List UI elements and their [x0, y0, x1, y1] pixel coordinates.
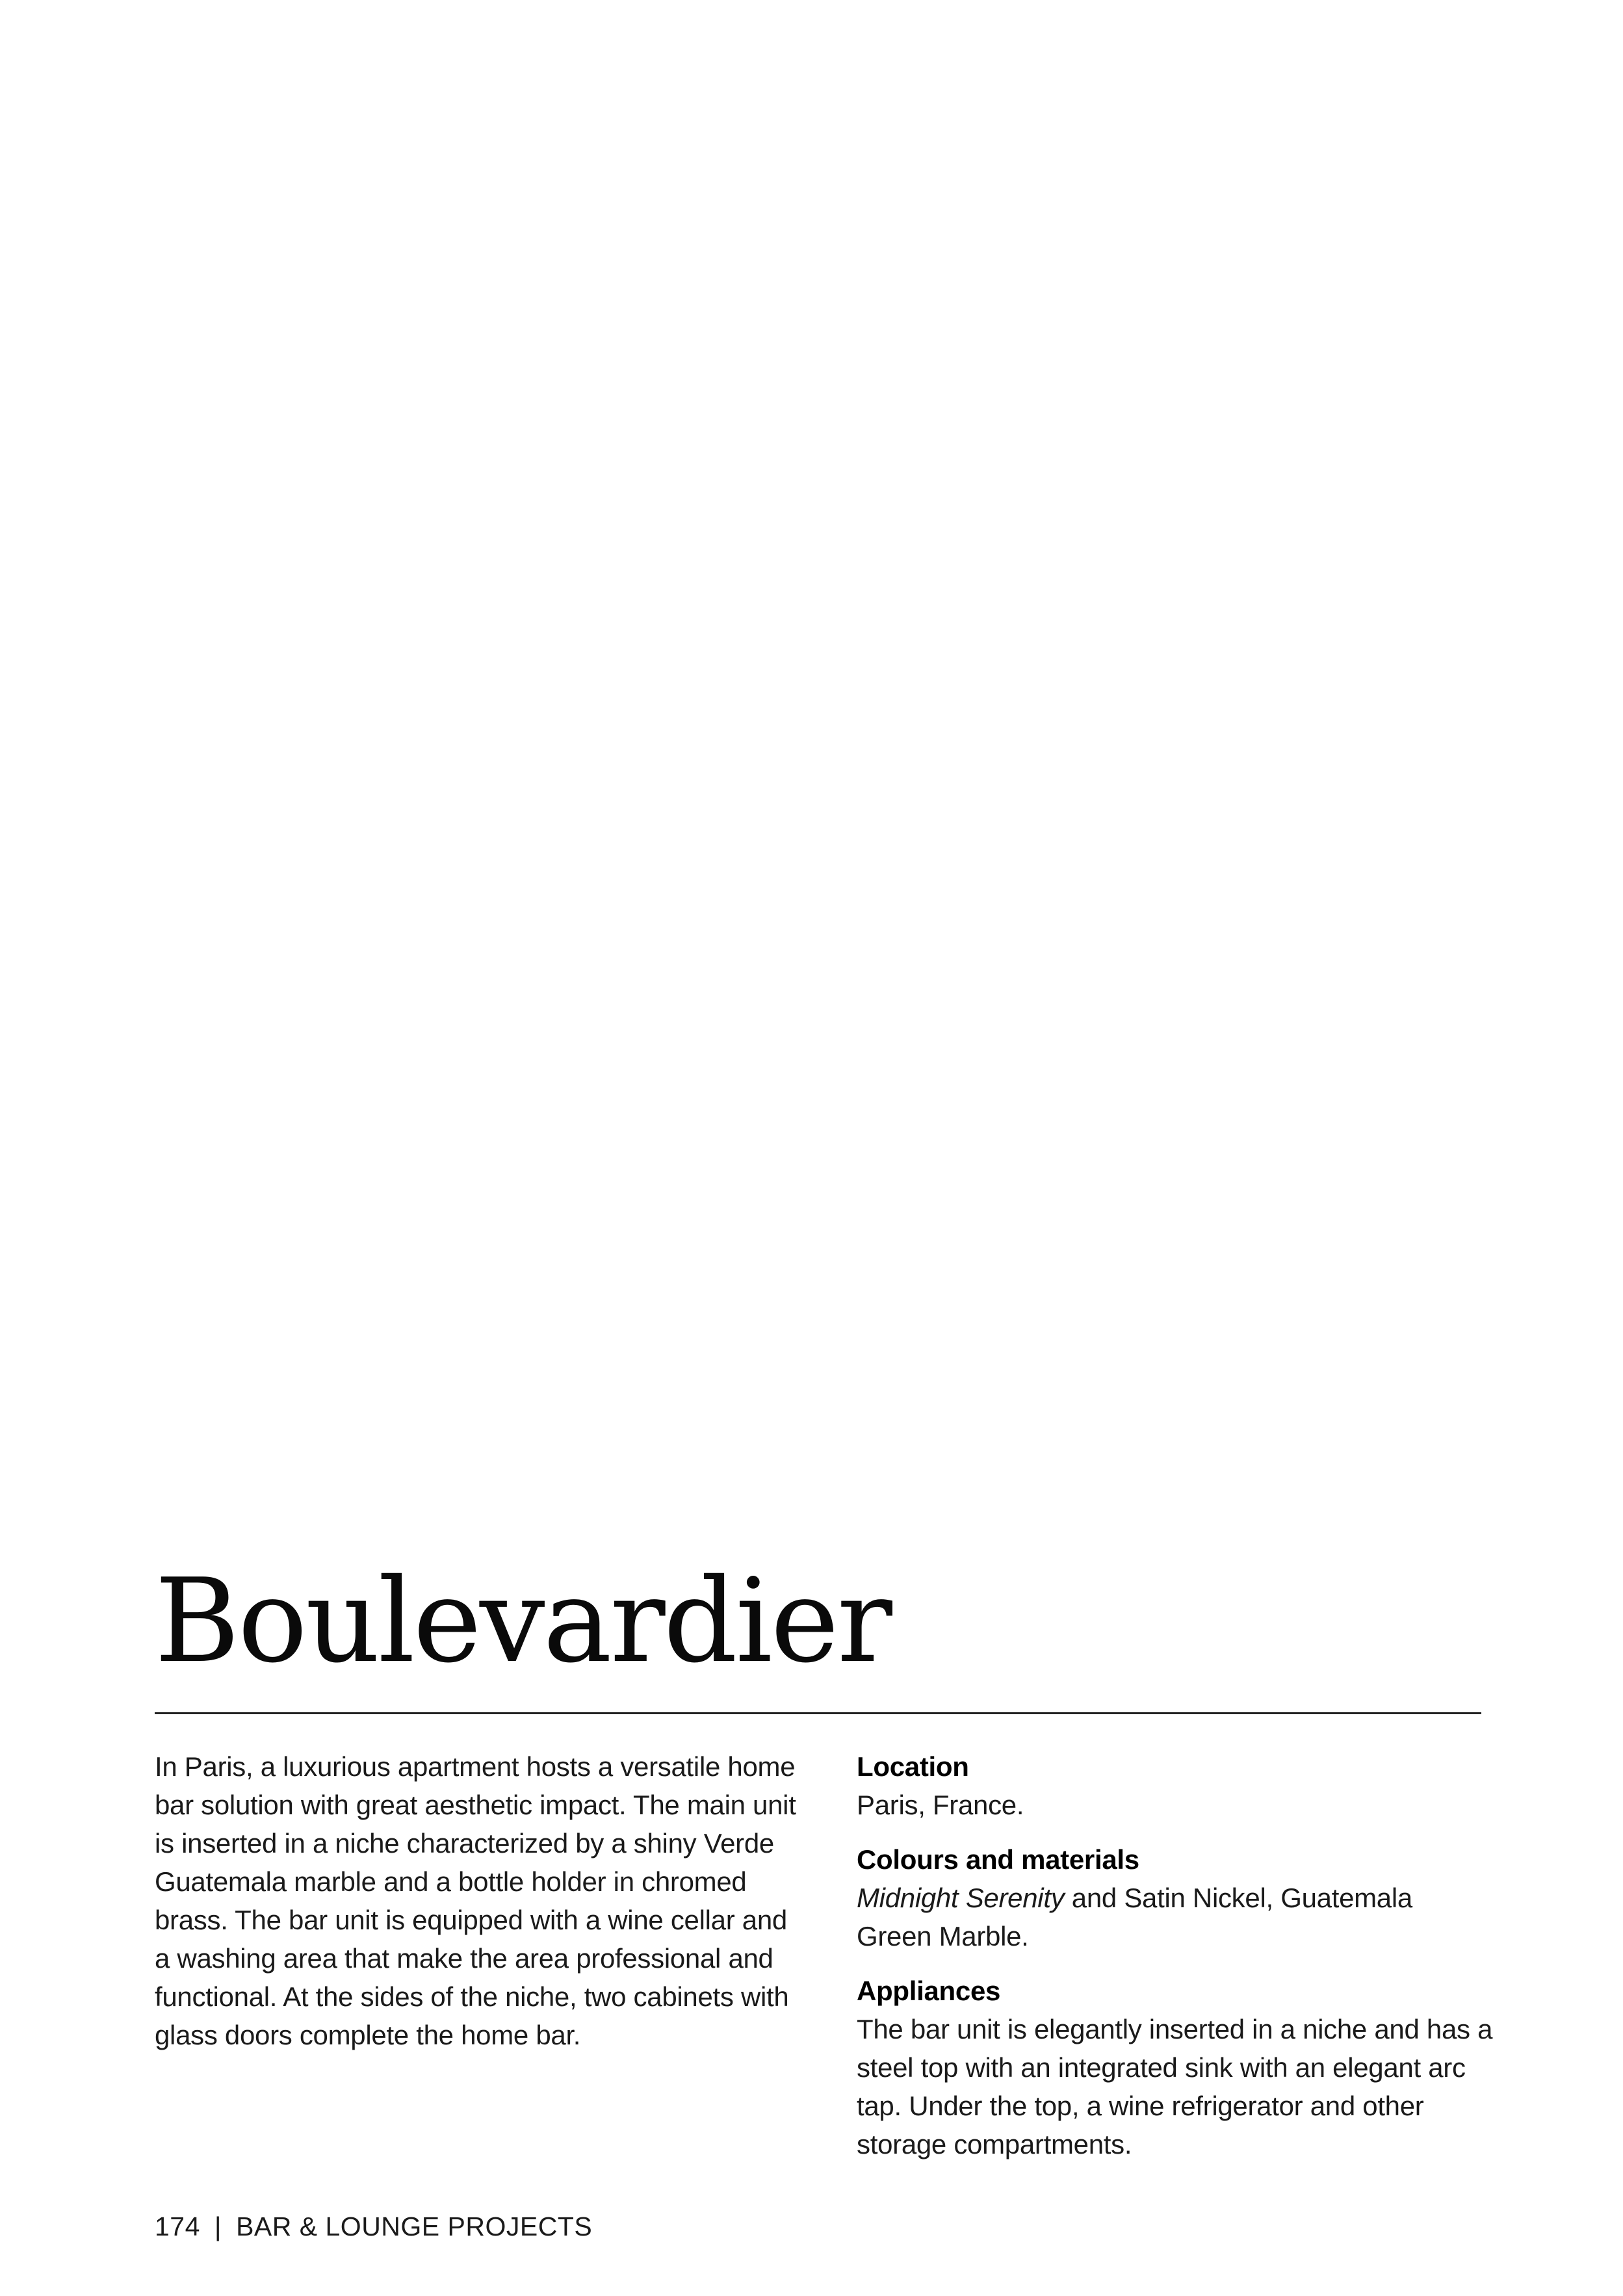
page-title: Boulevardier [155, 1554, 890, 1688]
project-description: In Paris, a luxurious apartment hosts a versatile home bar solution with great aesthetic impact. The main unit is inserted in a niche characterized by a shiny Verde Guatemala marble and a bottle holder in chromed brass. The bar unit is equipped with a wine cellar and a washing area that make the area professional and functional. At the sides of the niche, two cabinets with glass doors complete the home bar. [155, 1751, 796, 2050]
colours-heading: Colours and materials [857, 1844, 1139, 1875]
project-details [857, 1747, 1494, 2180]
colours-value [857, 1879, 1494, 1955]
page-number: 174 [155, 2211, 200, 2241]
title-divider [155, 1712, 1481, 1714]
colours-finish-name: Midnight Serenity [857, 1883, 1065, 1913]
appliances-block [857, 1972, 1494, 2163]
location-heading: Location [857, 1751, 969, 1782]
page-footer [155, 2208, 592, 2246]
appliances-value: The bar unit is elegantly inserted in a niche and has a steel top with an integrated sink with an elegant arc tap. Under the top, a wine refrigerator and other storage compartments. [857, 2014, 1493, 2159]
location-block [857, 1747, 1494, 1824]
colours-materials: and Satin Nickel, Guatemala Green Marble. [857, 1883, 1412, 1951]
colours-block [857, 1840, 1494, 1955]
footer-separator: | [214, 2211, 222, 2241]
location-value: Paris, France. [857, 1790, 1024, 1820]
section-title: BAR & LOUNGE PROJECTS [236, 2211, 593, 2241]
appliances-heading: Appliances [857, 1976, 1001, 2006]
